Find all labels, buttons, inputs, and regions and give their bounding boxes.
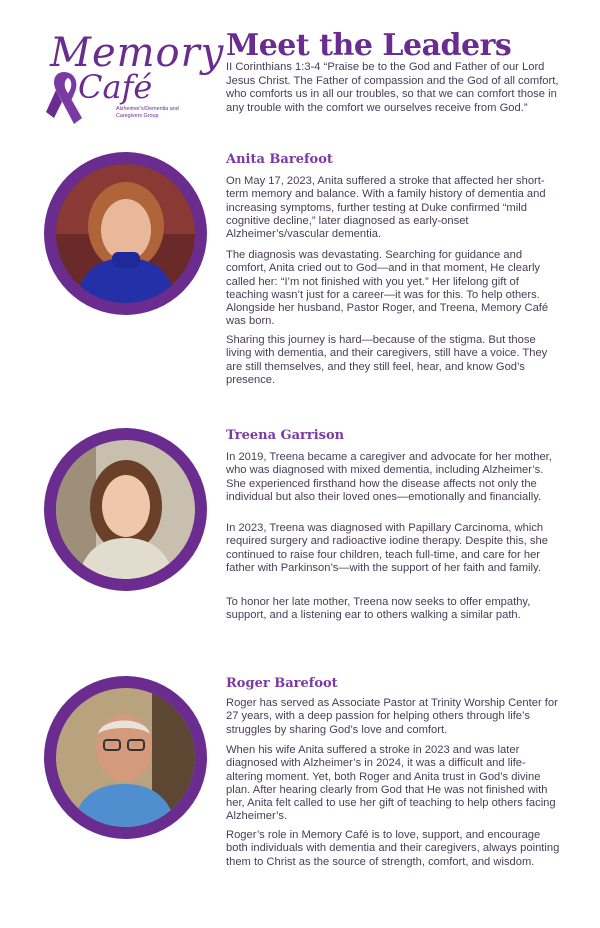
portrait-anita-barefoot bbox=[44, 152, 207, 315]
leader-paragraph: In 2019, Treena became a caregiver and advocate for her mother, who was diagnosed with mixed dementia, including Alzheimer’s. She experienced firsthand how the disease affects not only the individual but also their loved ones—emotionally and financially. bbox=[226, 451, 552, 503]
memory-cafe-logo bbox=[44, 30, 225, 130]
leader-paragraph: To honor her late mother, Treena now seeks to offer empathy, support, and a listening ear to others walking a similar path. bbox=[226, 596, 531, 622]
photo-treena bbox=[56, 440, 195, 579]
logo-tagline: Alzheimer's/Dementia and Caregivers Group bbox=[116, 106, 179, 119]
leader-paragraph: On May 17, 2023, Anita suffered a stroke that affected her short-term memory and balance. With a family history of dementia and increasing symptoms, further testing at Duke confirmed “mild cognitive decline,” later diagnosed as early-onset Alzheimer’s/vascular dementia. bbox=[226, 175, 546, 241]
page-title: Meet the Leaders bbox=[226, 28, 512, 63]
leader-name: Anita Barefoot bbox=[226, 152, 333, 167]
portrait-treena-garrison bbox=[44, 428, 207, 591]
leader-paragraph: The diagnosis was devastating. Searching for guidance and comfort, Anita cried out to God—and in that moment, He clearly called her: “I’m not finished with you yet.” Her lifelong gift of teaching wasn’t just for a career—it was for this. To help others. Alongside her husband, Pastor Roger, and Treena, Memory Café was born. bbox=[226, 249, 549, 328]
leader-paragraph: Roger has served as Associate Pastor at Trinity Worship Center for 27 years, with a deep passion for helping others through life’s struggles by sharing God’s love and comfort. bbox=[226, 697, 558, 736]
photo-roger bbox=[56, 688, 195, 827]
leader-paragraph: In 2023, Treena was diagnosed with Papillary Carcinoma, which required surgery and radioactive iodine therapy. Despite this, she continued to raise four children, teach full-time, and care for her father with Parkinson’s—with the support of her faith and family. bbox=[226, 522, 548, 574]
logo-word-memory: Memory bbox=[50, 30, 225, 76]
leader-paragraph: Sharing this journey is hard—because of the stigma. But those living with dementia, and their caregivers, still have a voice. They are still themselves, and they still feel, hear, and know God’s presence. bbox=[226, 334, 548, 386]
leader-name: Treena Garrison bbox=[226, 428, 345, 443]
leader-paragraph: Roger’s role in Memory Café is to love, support, and encourage both individuals with dementia and their caregivers, always pointing them to Christ as the source of strength, comfort, and wisdom. bbox=[226, 829, 560, 868]
scripture-verse: II Corinthians 1:3-4 “Praise be to the God and Father of our Lord Jesus Christ. The Father of compassion and the God of all comfort, who comforts us in all our troubles, so that we can comfort those in any trouble with the comfort we ourselves receive from God.” bbox=[226, 61, 559, 114]
leader-name: Roger Barefoot bbox=[226, 676, 338, 691]
leader-paragraph: When his wife Anita suffered a stroke in 2023 and was later diagnosed with Alzheimer’s in 2024, it was a difficult and life-altering moment. Yet, both Roger and Anita trust in God’s divine plan. After hearing clearly from God that He was not finished with her, Anita felt called to use her gift of teaching to help others facing Alzheimer’s. bbox=[226, 744, 556, 823]
portrait-roger-barefoot bbox=[44, 676, 207, 839]
logo-word-cafe: Café bbox=[78, 68, 153, 106]
photo-anita bbox=[56, 164, 195, 303]
